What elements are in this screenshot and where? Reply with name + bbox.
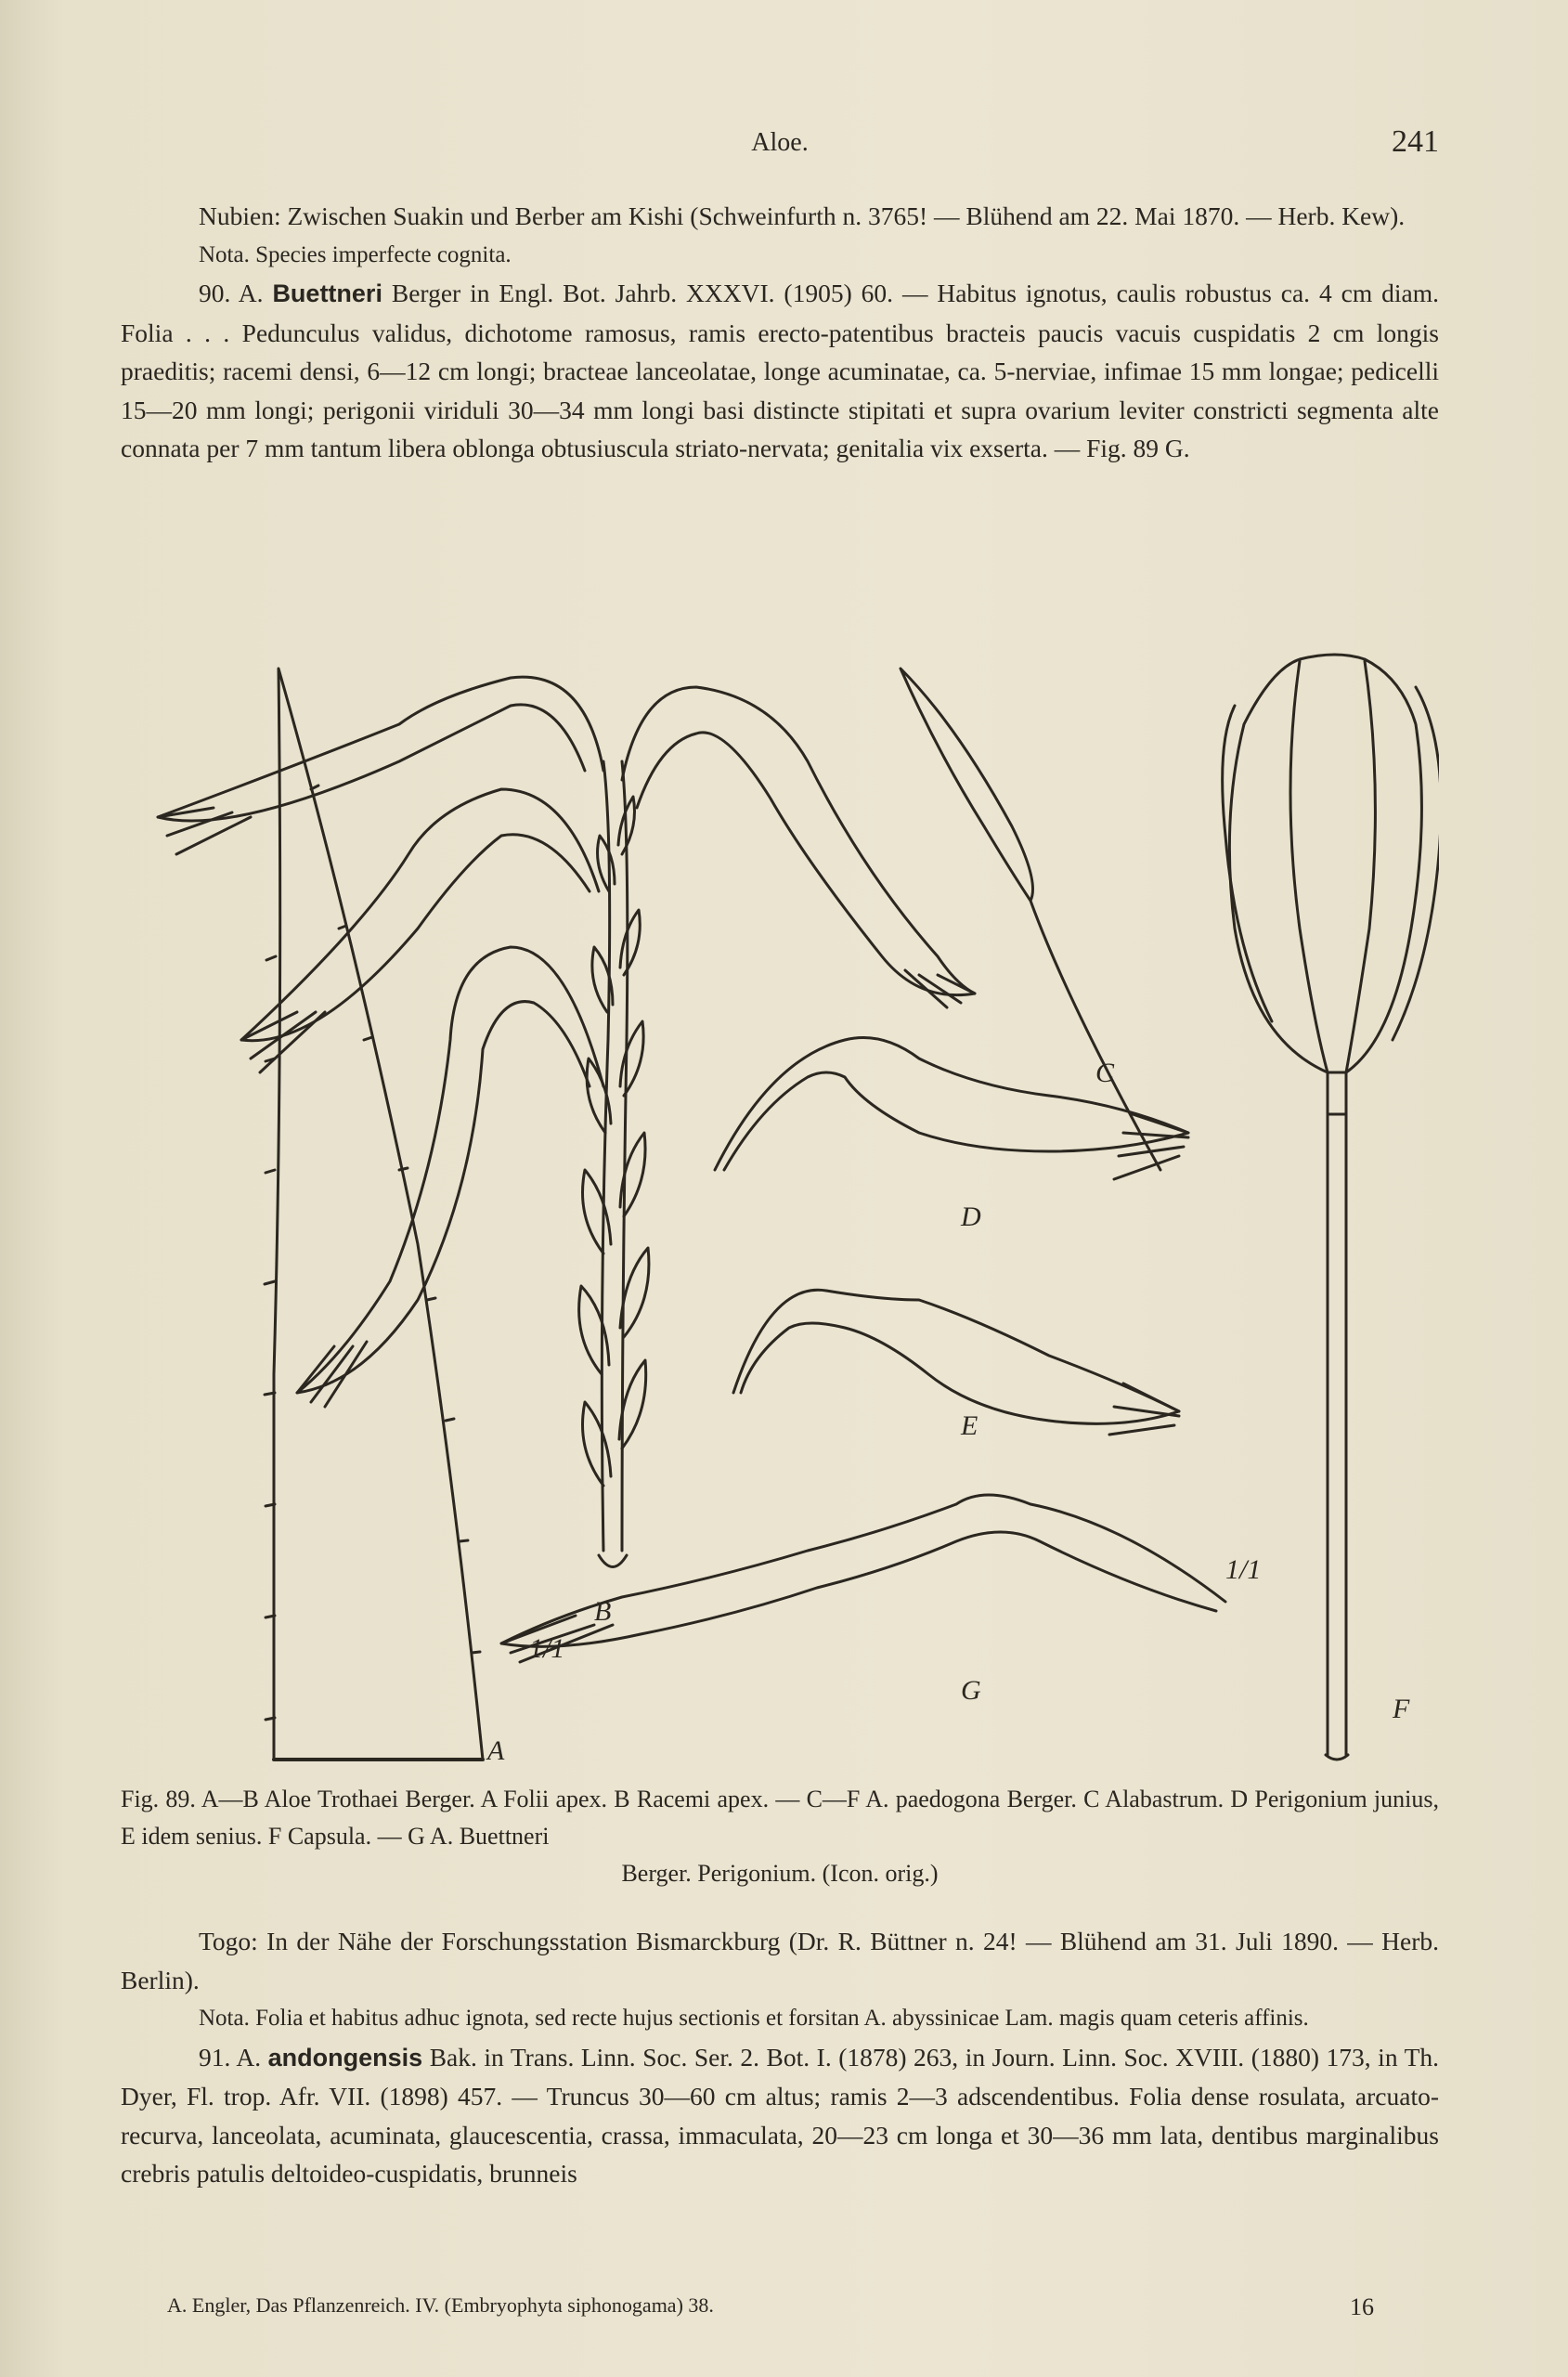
species-91-name: andongensis <box>267 2043 423 2072</box>
label-A: A <box>487 1735 505 1766</box>
bud-drawing <box>901 669 1160 1170</box>
label-F: F <box>1393 1694 1410 1724</box>
species-91-paragraph <box>121 2038 1439 2193</box>
label-G: G <box>961 1675 981 1706</box>
togo-paragraph: Togo: In der Nähe der Forschungsstation Bismarckburg (Dr. R. Büttner n. 24! — Blühend am 31. Juli 1890. — Herb. Berlin). <box>121 1927 1439 1994</box>
locality-paragraph: Nubien: Zwischen Suakin und Berber am Kishi (Schweinfurth n. 3765! — Blühend am 22. Mai 1870. — Herb. Kew). <box>199 201 1406 230</box>
label-C: C <box>1095 1058 1115 1088</box>
capsule-drawing <box>1223 655 1439 1760</box>
figure-caption <box>121 1781 1439 1892</box>
running-title: Aloe. <box>751 128 809 157</box>
label-E: E <box>961 1410 978 1441</box>
label-B: B <box>594 1596 612 1627</box>
caption-line-2: Berger. Perigonium. (Icon. orig.) <box>621 1860 939 1887</box>
leaf-apex-drawing <box>265 669 483 1760</box>
species-90-text: Berger in Engl. Bot. Jahrb. XXXVI. (1905) 60. — Habitus ignotus, caulis robustus ca. 4 cm diam. Folia . . . Pedunculus validus, dichotome ramosus, ramis erecto-patentibus bracteis paucis vacuis cuspidatis 2 cm longis praeditis; racemi densi, 6—12 cm longi; bracteae lanceolatae, longe acuminatae, ca. 5-nerviae, infimae 15 mm longae; pedicelli 15—20 mm longi; perigonii viriduli 30—34 mm longi basi distincte stipitati et supra ovarium leviter constricti segmenta alte connata per 7 mm tantum libera oblonga obtusiuscula striato-nervata; genitalia vix exserta. — Fig. 89 G. <box>121 279 1440 462</box>
running-head <box>121 124 1439 165</box>
scale-right: 1/1 <box>1225 1554 1262 1585</box>
nota-2-paragraph: Nota. Folia et habitus adhuc ignota, sed recte hujus sectionis et forsitan A. abyssinicae Lam. magis quam ceteris affinis. <box>199 2006 1309 2031</box>
caption-line-1: Fig. 89. A—B Aloe Trothaei Berger. A Folii apex. B Racemi apex. — C—F A. paedogona Berger. C Alabastrum. D Perigonium junius, E idem senius. F Capsula. — G A. Buettneri <box>121 1786 1439 1850</box>
young-perigonium-drawing <box>715 1038 1188 1180</box>
species-91-text: Bak. in Trans. Linn. Soc. Ser. 2. Bot. I. (1878) 263, in Journ. Linn. Soc. XVIII. (1880) 173, in Th. Dyer, Fl. trop. Afr. VII. (1898) 457. — Truncus 30—60 cm altus; ramis 2—3 adscendentibus. Folia dense rosulata, arcuato-recurva, lanceolata, acuminata, glaucescentia, crassa, immaculata, 20—23 cm longa et 30—36 mm lata, dentibus marginalibus crebris patulis deltoideo-cuspidatis, brunneis <box>121 2042 1440 2188</box>
species-90-name: Buettneri <box>272 279 382 307</box>
page-number: 241 <box>1392 124 1439 159</box>
species-90-paragraph <box>121 274 1439 468</box>
buettneri-perigonium-drawing <box>501 1495 1225 1662</box>
bottom-text-block <box>121 1922 1439 2193</box>
footer <box>167 2293 1374 2327</box>
top-text-block <box>121 197 1439 468</box>
raceme-apex-drawing <box>579 761 649 1567</box>
species-90-number: 90. A. <box>199 279 264 307</box>
figure-89 <box>121 650 1439 1773</box>
signature-mark: 16 <box>1350 2293 1374 2320</box>
old-perigonium-drawing <box>733 1290 1179 1435</box>
label-D: D <box>961 1201 981 1232</box>
footer-citation: A. Engler, Das Pflanzenreich. IV. (Embryophyta siphonogama) 38. <box>167 2293 714 2317</box>
nota-paragraph: Nota. Species imperfecte cognita. <box>199 241 512 267</box>
scale-left: 1/1 <box>529 1633 565 1664</box>
species-91-number: 91. A. <box>199 2042 262 2072</box>
